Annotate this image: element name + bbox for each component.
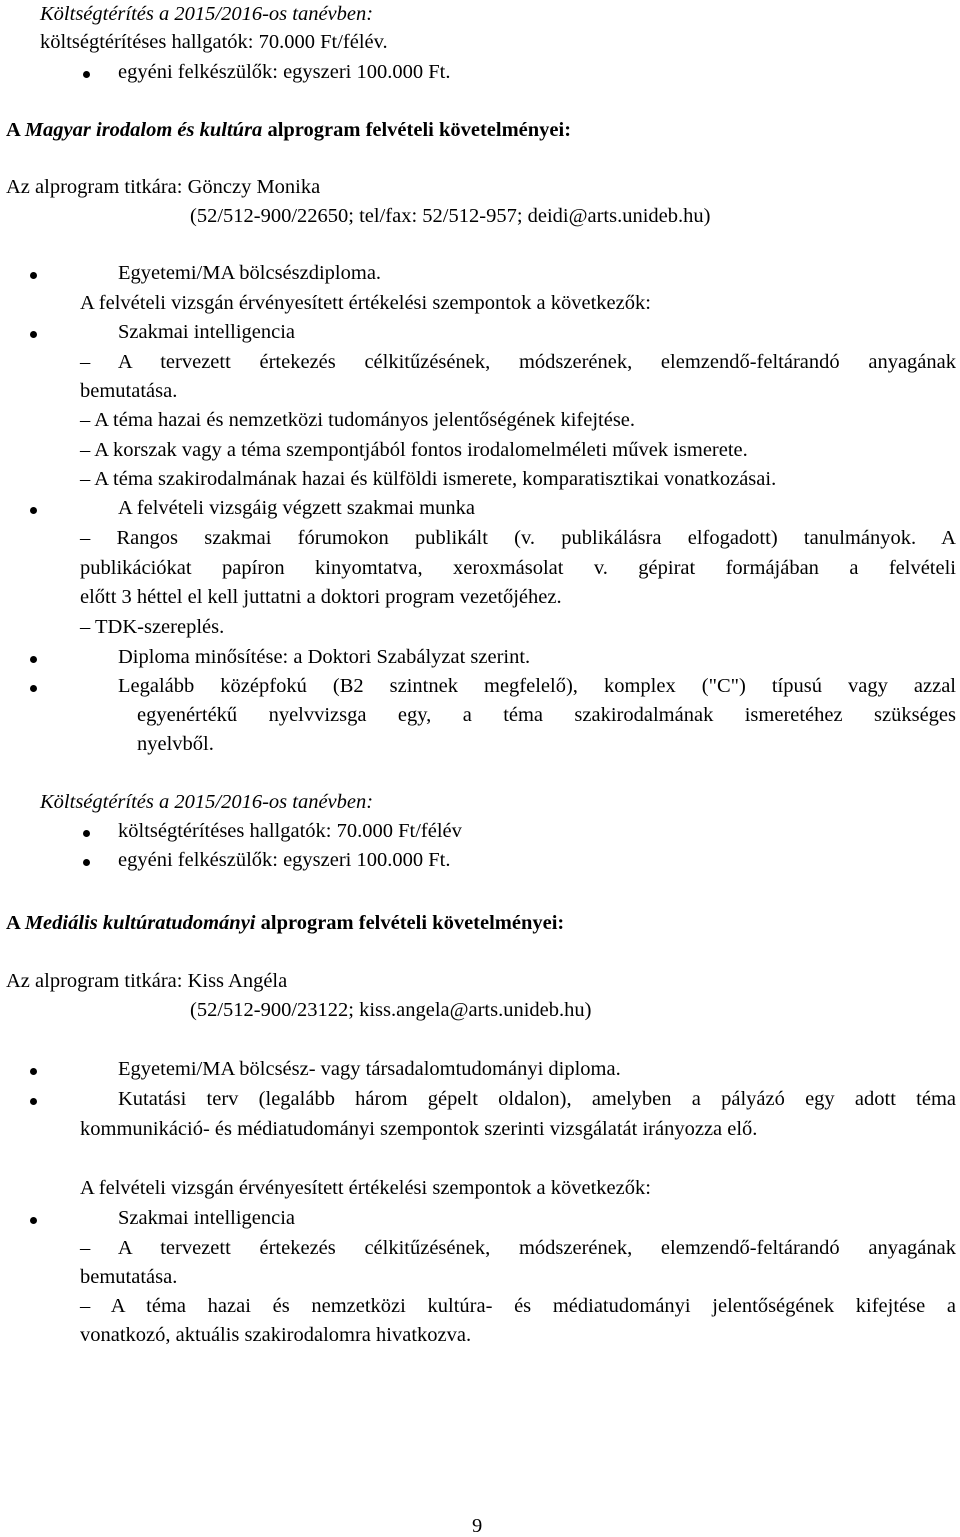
bullet-icon (30, 1098, 37, 1105)
publication-line: – Rangos szakmai fórumokon publikált (v. publikálásra elfogadott) tanulmányok. A (80, 527, 956, 549)
publication-line: publikációkat papíron kinyomtatva, xeroxmásolat v. gépirat formájában a felvételi (80, 557, 956, 579)
bullet-icon (83, 830, 90, 837)
bullet-icon (30, 685, 37, 692)
bullet-icon (30, 507, 37, 514)
fees-individual-line: egyéni felkészülők: egyszeri 100.000 Ft. (118, 61, 451, 83)
criteria-intro: A felvételi vizsgán érvényesített értékelési szempontok a következők: (80, 292, 651, 314)
bullet-icon (83, 71, 90, 78)
criterion-professional-intelligence: Szakmai intelligencia (118, 321, 296, 343)
criterion-professional-intelligence: Szakmai intelligencia (118, 1207, 296, 1229)
secretary-line: Az alprogram titkára: Gönczy Monika (6, 176, 321, 198)
language-line: egyenértékű nyelvvizsga egy, a téma szakirodalmának ismeretéhez szükséges (137, 704, 956, 726)
criterion-prior-work: A felvételi vizsgáig végzett szakmai munka (118, 497, 475, 519)
tdk-line: – TDK-szereplés. (80, 616, 225, 638)
language-line: Legalább középfokú (B2 szintnek megfelelő), komplex ("C") típusú vagy azzal (118, 675, 956, 697)
program-heading (6, 913, 564, 934)
criterion-dash-line: bemutatása. (80, 1266, 178, 1288)
program-name: Magyar irodalom és kultúra (24, 119, 263, 141)
language-line: nyelvből. (137, 733, 214, 755)
publication-line: előtt 3 héttel el kell juttatni a doktori program vezetőjéhez. (80, 586, 562, 608)
criterion-dash-line: – A tervezett értekezés célkitűzésének, módszerének, elemzendő-feltárandó anyagának (80, 351, 956, 373)
program-heading (6, 120, 571, 141)
program-name: Mediális kultúratudományi (24, 912, 256, 934)
heading-suffix: alprogram felvételi követelményei: (262, 119, 572, 141)
heading-prefix: A (6, 912, 25, 934)
bullet-icon (30, 1068, 37, 1075)
heading-suffix: alprogram felvételi követelményei: (255, 912, 565, 934)
requirement-diploma: Egyetemi/MA bölcsész- vagy társadalomtudományi diploma. (118, 1058, 621, 1080)
bullet-icon (30, 272, 37, 279)
fees-individual-line: egyéni felkészülők: egyszeri 100.000 Ft. (118, 849, 451, 871)
bullet-icon (30, 331, 37, 338)
criterion-dash-line: bemutatása. (80, 380, 178, 402)
criterion-dash-line: – A téma hazai és nemzetközi kultúra- és médiatudományi jelentőségének kifejtése a (80, 1295, 956, 1317)
criterion-dash-line: – A téma szakirodalmának hazai és külföldi ismerete, komparatisztikai vonatkozásai. (80, 468, 777, 490)
research-plan-line: kommunikáció- és médiatudományi szempontok szerinti vizsgálatát irányozza elő. (80, 1118, 758, 1140)
criterion-dash-line: vonatkozó, aktuális szakirodalomra hivatkozva. (80, 1324, 472, 1346)
bullet-icon (30, 656, 37, 663)
research-plan-line: Kutatási terv (legalább három gépelt oldalon), amelyben a pályázó egy adott téma (118, 1088, 956, 1110)
bullet-icon (83, 859, 90, 866)
heading-prefix: A (6, 119, 25, 141)
fees-title: Költségtérítés a 2015/2016-os tanévben: (40, 3, 374, 25)
requirement-diploma: Egyetemi/MA bölcsészdiploma. (118, 262, 382, 284)
secretary-line: Az alprogram titkára: Kiss Angéla (6, 970, 288, 992)
diploma-grade: Diploma minősítése: a Doktori Szabályzat szerint. (118, 646, 531, 668)
bullet-icon (30, 1217, 37, 1224)
criterion-dash-line: – A korszak vagy a téma szempontjából fontos irodalomelméleti művek ismerete. (80, 439, 748, 461)
fees-title: Költségtérítés a 2015/2016-os tanévben: (40, 791, 374, 813)
contact-line: (52/512-900/23122; kiss.angela@arts.unideb.hu) (190, 999, 592, 1021)
criterion-dash-line: – A téma hazai és nemzetközi tudományos jelentőségének kifejtése. (80, 409, 636, 431)
contact-line: (52/512-900/22650; tel/fax: 52/512-957; deidi@arts.unideb.hu) (190, 205, 711, 227)
criterion-dash-line: – A tervezett értekezés célkitűzésének, módszerének, elemzendő-feltárandó anyagának (80, 1237, 956, 1259)
fees-paid-line: költségtérítéses hallgatók: 70.000 Ft/félév (118, 820, 462, 842)
page-number: 9 (472, 1515, 483, 1537)
fees-paid-line: költségtérítéses hallgatók: 70.000 Ft/félév. (40, 31, 388, 53)
criteria-intro: A felvételi vizsgán érvényesített értékelési szempontok a következők: (80, 1177, 651, 1199)
